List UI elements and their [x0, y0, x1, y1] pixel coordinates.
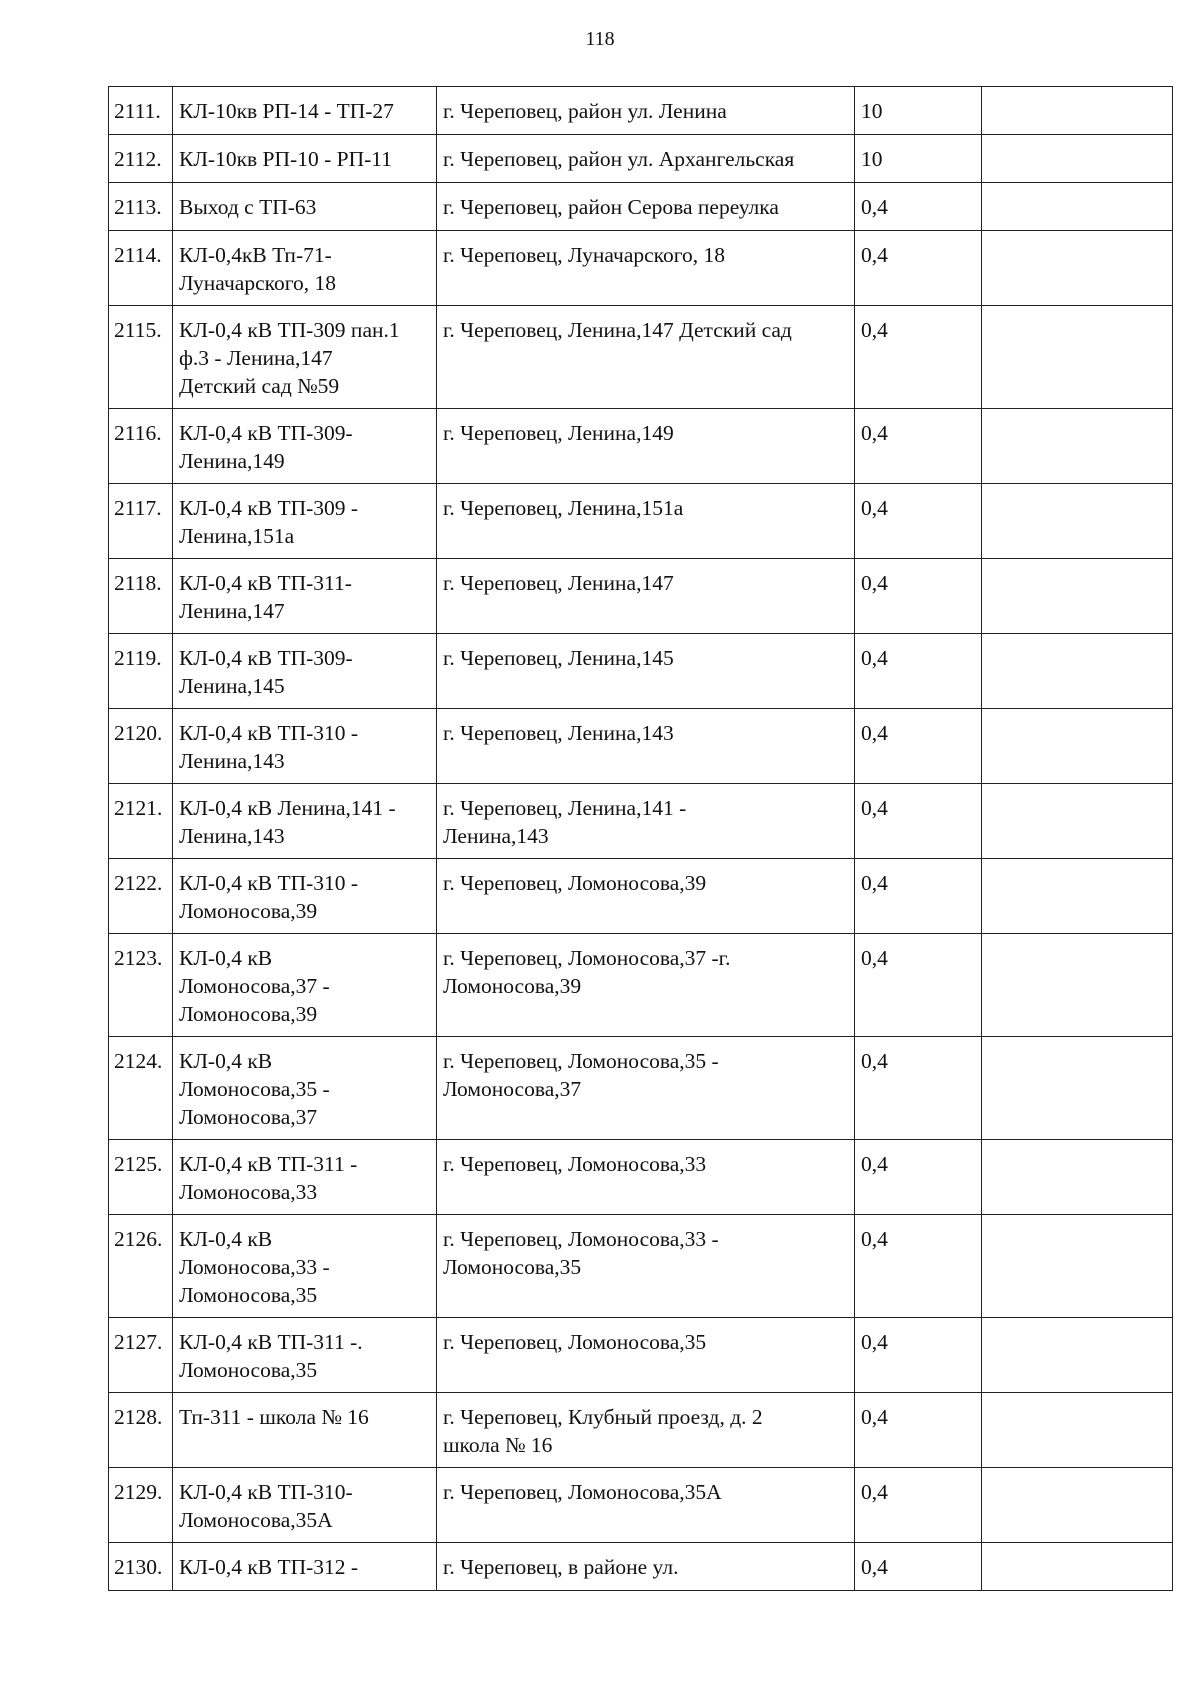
line-name: КЛ-0,4 кВ ТП-309- Ленина,145	[173, 634, 437, 709]
line-extra	[982, 135, 1173, 183]
row-number: 2116.	[109, 409, 173, 484]
line-extra	[982, 559, 1173, 634]
line-address: г. Череповец, Ломоносова,35А	[437, 1468, 855, 1543]
row-number: 2125.	[109, 1140, 173, 1215]
row-number: 2128.	[109, 1393, 173, 1468]
line-name: КЛ-0,4 кВ ТП-309- Ленина,149	[173, 409, 437, 484]
line-extra	[982, 1140, 1173, 1215]
row-number: 2112.	[109, 135, 173, 183]
line-address: г. Череповец, Ленина,143	[437, 709, 855, 784]
table-row	[109, 1318, 1173, 1393]
line-name: Тп-311 - школа № 16	[173, 1393, 437, 1468]
table-row	[109, 183, 1173, 231]
line-name: КЛ-0,4 кВ ТП-310- Ломоносова,35А	[173, 1468, 437, 1543]
line-address: г. Череповец, Ломоносова,35 - Ломоносова,37	[437, 1037, 855, 1140]
row-number: 2127.	[109, 1318, 173, 1393]
line-voltage: 0,4	[855, 1318, 982, 1393]
row-number: 2114.	[109, 231, 173, 306]
line-name: КЛ-0,4 кВ ТП-311- Ленина,147	[173, 559, 437, 634]
line-extra	[982, 934, 1173, 1037]
table-row	[109, 1393, 1173, 1468]
row-number: 2119.	[109, 634, 173, 709]
line-name: КЛ-0,4 кВ Ломоносова,35 - Ломоносова,37	[173, 1037, 437, 1140]
line-extra	[982, 1543, 1173, 1591]
line-extra	[982, 1215, 1173, 1318]
table-row	[109, 784, 1173, 859]
row-number: 2129.	[109, 1468, 173, 1543]
line-address: г. Череповец, Ленина,147	[437, 559, 855, 634]
row-number: 2123.	[109, 934, 173, 1037]
line-voltage: 0,4	[855, 183, 982, 231]
table-row	[109, 484, 1173, 559]
line-name: КЛ-0,4 кВ ТП-309 пан.1 ф.3 - Ленина,147 Детский сад №59	[173, 306, 437, 409]
line-address: г. Череповец, район ул. Архангельская	[437, 135, 855, 183]
line-extra	[982, 1037, 1173, 1140]
page-number: 118	[585, 28, 615, 50]
row-number: 2118.	[109, 559, 173, 634]
line-extra	[982, 634, 1173, 709]
line-name: КЛ-0,4 кВ ТП-310 - Ленина,143	[173, 709, 437, 784]
line-voltage: 0,4	[855, 634, 982, 709]
line-name: КЛ-0,4 кВ ТП-311 - Ломоносова,33	[173, 1140, 437, 1215]
table-row	[109, 1215, 1173, 1318]
line-extra	[982, 859, 1173, 934]
line-address: г. Череповец, Клубный проезд, д. 2 школа № 16	[437, 1393, 855, 1468]
line-name: КЛ-0,4 кВ Ленина,141 - Ленина,143	[173, 784, 437, 859]
row-number: 2120.	[109, 709, 173, 784]
line-voltage: 0,4	[855, 1215, 982, 1318]
table-row	[109, 859, 1173, 934]
table-row	[109, 306, 1173, 409]
line-voltage: 0,4	[855, 484, 982, 559]
line-voltage: 0,4	[855, 306, 982, 409]
table-row	[109, 634, 1173, 709]
line-voltage: 0,4	[855, 1468, 982, 1543]
line-name: КЛ-0,4 кВ ТП-309 - Ленина,151а	[173, 484, 437, 559]
line-name: КЛ-0,4 кВ ТП-312 -	[173, 1543, 437, 1591]
line-address: г. Череповец, Ломоносова,39	[437, 859, 855, 934]
line-voltage: 10	[855, 135, 982, 183]
line-address: г. Череповец, район Серова переулка	[437, 183, 855, 231]
line-voltage: 0,4	[855, 231, 982, 306]
line-address: г. Череповец, Ломоносова,37 -г. Ломоносова,39	[437, 934, 855, 1037]
line-name: КЛ-10кв РП-14 - ТП-27	[173, 87, 437, 135]
row-number: 2130.	[109, 1543, 173, 1591]
line-address: г. Череповец, Луначарского, 18	[437, 231, 855, 306]
row-number: 2113.	[109, 183, 173, 231]
row-number: 2117.	[109, 484, 173, 559]
table-row	[109, 87, 1173, 135]
line-name: КЛ-0,4 кВ Ломоносова,33 - Ломоносова,35	[173, 1215, 437, 1318]
line-extra	[982, 1468, 1173, 1543]
table-row	[109, 231, 1173, 306]
row-number: 2111.	[109, 87, 173, 135]
row-number: 2126.	[109, 1215, 173, 1318]
table-row	[109, 1140, 1173, 1215]
table-row	[109, 135, 1173, 183]
cable-lines-table	[108, 86, 1173, 1591]
line-extra	[982, 484, 1173, 559]
line-address: г. Череповец, Ленина,145	[437, 634, 855, 709]
table-row	[109, 1543, 1173, 1591]
line-voltage: 0,4	[855, 559, 982, 634]
line-name: КЛ-0,4 кВ Ломоносова,37 - Ломоносова,39	[173, 934, 437, 1037]
line-voltage: 0,4	[855, 1393, 982, 1468]
line-address: г. Череповец, Ленина,141 - Ленина,143	[437, 784, 855, 859]
line-address: г. Череповец, Ломоносова,33 - Ломоносова,35	[437, 1215, 855, 1318]
table-row	[109, 709, 1173, 784]
line-voltage: 0,4	[855, 784, 982, 859]
line-name: Выход с ТП-63	[173, 183, 437, 231]
line-address: г. Череповец, Ломоносова,35	[437, 1318, 855, 1393]
row-number: 2124.	[109, 1037, 173, 1140]
table-body	[109, 87, 1173, 1591]
line-extra	[982, 709, 1173, 784]
line-name: КЛ-0,4 кВ ТП-311 -. Ломоносова,35	[173, 1318, 437, 1393]
line-extra	[982, 306, 1173, 409]
row-number: 2122.	[109, 859, 173, 934]
row-number: 2115.	[109, 306, 173, 409]
line-name: КЛ-10кв РП-10 - РП-11	[173, 135, 437, 183]
line-name: КЛ-0,4 кВ ТП-310 - Ломоносова,39	[173, 859, 437, 934]
table-row	[109, 409, 1173, 484]
line-address: г. Череповец, в районе ул.	[437, 1543, 855, 1591]
line-extra	[982, 183, 1173, 231]
line-voltage: 0,4	[855, 709, 982, 784]
line-address: г. Череповец, Ломоносова,33	[437, 1140, 855, 1215]
line-voltage: 0,4	[855, 859, 982, 934]
line-extra	[982, 1393, 1173, 1468]
line-extra	[982, 784, 1173, 859]
row-number: 2121.	[109, 784, 173, 859]
line-address: г. Череповец, Ленина,149	[437, 409, 855, 484]
line-voltage: 0,4	[855, 934, 982, 1037]
table-row	[109, 1468, 1173, 1543]
line-voltage: 10	[855, 87, 982, 135]
table-row	[109, 1037, 1173, 1140]
line-address: г. Череповец, район ул. Ленина	[437, 87, 855, 135]
line-voltage: 0,4	[855, 1543, 982, 1591]
line-extra	[982, 409, 1173, 484]
table-row	[109, 559, 1173, 634]
line-name: КЛ-0,4кВ Тп-71- Луначарского, 18	[173, 231, 437, 306]
line-voltage: 0,4	[855, 1140, 982, 1215]
line-voltage: 0,4	[855, 409, 982, 484]
line-address: г. Череповец, Ленина,151а	[437, 484, 855, 559]
line-voltage: 0,4	[855, 1037, 982, 1140]
line-extra	[982, 231, 1173, 306]
line-extra	[982, 87, 1173, 135]
table-row	[109, 934, 1173, 1037]
line-extra	[982, 1318, 1173, 1393]
line-address: г. Череповец, Ленина,147 Детский сад	[437, 306, 855, 409]
